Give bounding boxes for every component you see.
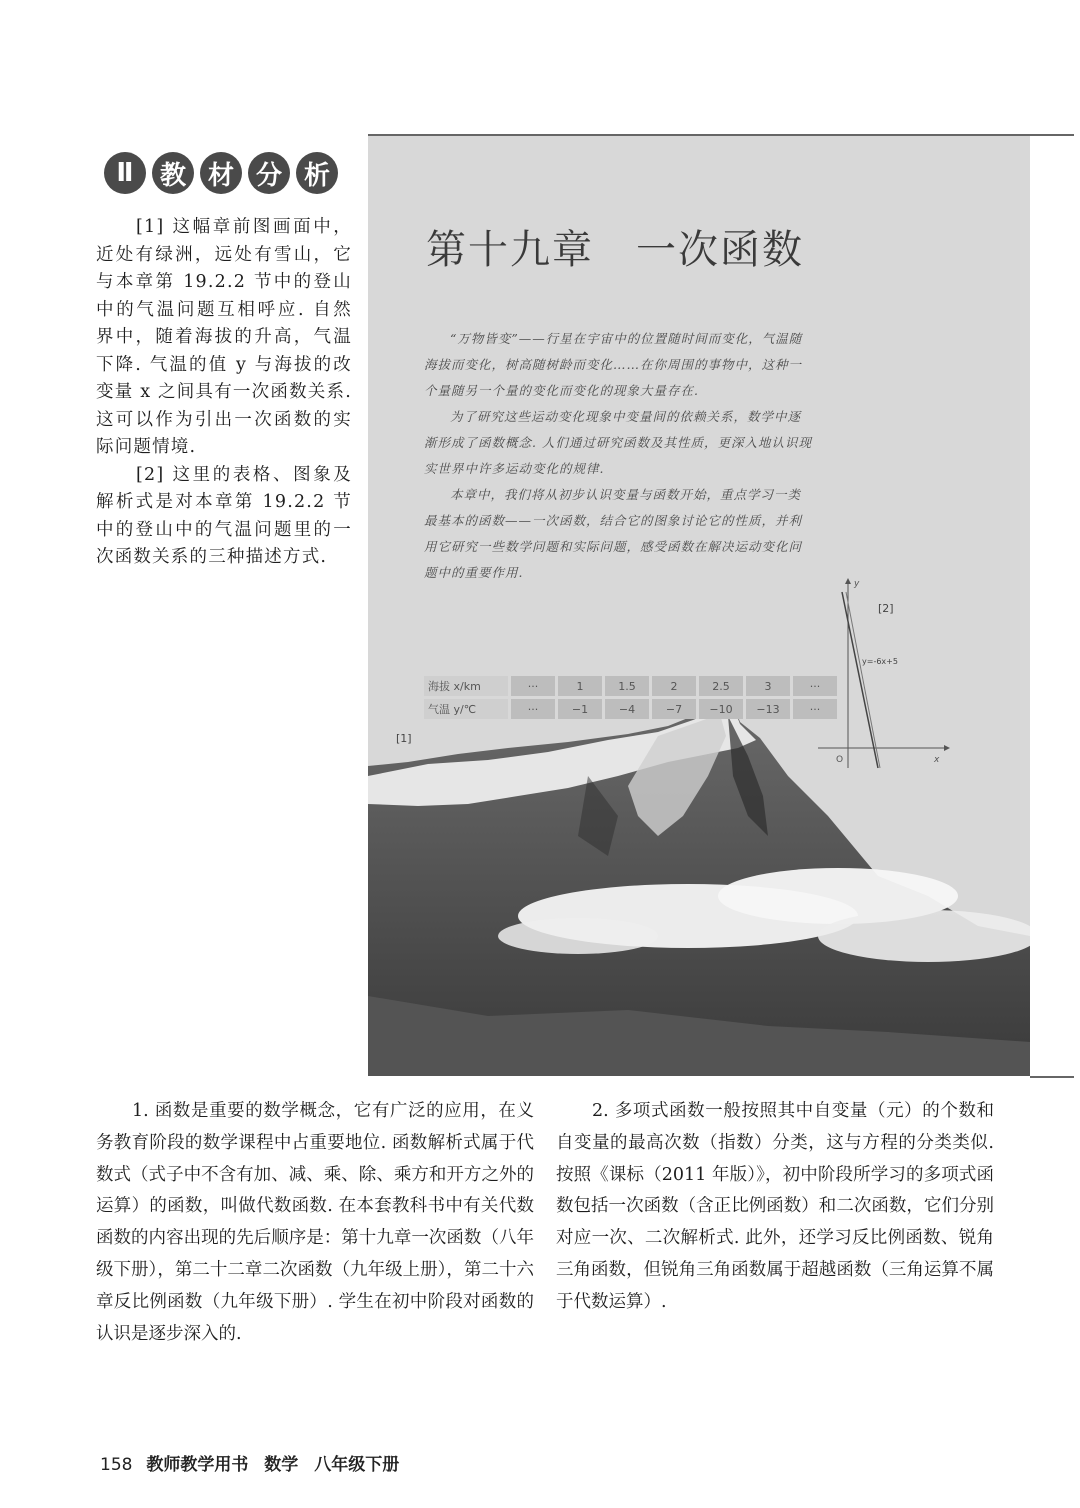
- chapter-title: 第十九章 一次函数: [426, 227, 804, 273]
- chapter-intro: [424, 326, 814, 586]
- cloud: [498, 918, 658, 954]
- origin-label: O: [836, 755, 844, 765]
- function-line-shadow: [846, 592, 880, 768]
- y-axis-label: y: [854, 579, 860, 589]
- table-cell: −4: [604, 698, 651, 720]
- formula-label: y=-6x+5: [862, 657, 898, 666]
- section-heading: [104, 152, 338, 194]
- table-cell: 1.5: [604, 676, 651, 698]
- heading-glyph: 分: [248, 152, 290, 194]
- book-title: 教师教学用书: [146, 1455, 249, 1475]
- marker-1: [1]: [396, 732, 412, 745]
- function-line: [842, 592, 878, 768]
- altitude-temperature-table: [424, 676, 837, 719]
- table-row: [424, 698, 837, 720]
- x-axis-label: x: [934, 755, 940, 765]
- body-column-right: [556, 1096, 994, 1319]
- x-axis-arrow: [944, 745, 950, 751]
- table-cell: 3: [745, 676, 792, 698]
- intro-paragraph: 本章中，我们将从初步认识变量与函数开始，重点学习一类最基本的函数——一次函数，结合它的图象讨论它的性质，并利用它研究一些数学问题和实际问题，感受函数在解决运动变化问题中的重要作用.: [424, 487, 803, 580]
- page-footer: [100, 1450, 399, 1475]
- table-cell: ···: [510, 676, 557, 698]
- table-cell: ···: [792, 698, 838, 720]
- grade: 八年级下册: [314, 1455, 400, 1475]
- body-paragraph-2: 2. 多项式函数一般按照其中自变量（元）的个数和自变量的最高次数（指数）分类，这与方程的分类类似. 按照《课标（2011 年版）》，初中阶段所学习的多项式函数包括一次函数（含正比例函数）和二次函数，它们分别对应一次、二次解析式. 此外，还学习反比例函数、锐角三角函数，但锐角三角函数属于超越函数（三角运算不属于代数运算）.: [556, 1101, 994, 1312]
- table-cell: −13: [745, 698, 792, 720]
- table-cell: 1: [557, 676, 604, 698]
- function-graph: [808, 572, 958, 772]
- subject: 数学: [264, 1455, 299, 1475]
- marker-2: [2]: [878, 602, 894, 615]
- cloud: [818, 910, 1030, 962]
- table-cell: 2: [651, 676, 698, 698]
- body-paragraph-1: 1. 函数是重要的数学概念，它有广泛的应用，在义务教育阶段的数学课程中占重要地位. 函数解析式属于代数式（式子中不含有加、减、乘、除、乘方和开方之外的运算）的函数，叫做代数函数. 在本套教科书中有关代数函数的内容出现的先后顺序是：第十九章一次函数（八年级下册），第二十二章二次函数（九年级上册），第二十六章反比例函数（九年级下册）. 学生在初中阶段对函数的认识是逐步深入的.: [96, 1101, 534, 1344]
- page-number: 158: [100, 1455, 133, 1475]
- heading-glyph: 材: [200, 152, 242, 194]
- margin-notes: [96, 214, 352, 572]
- chapter-opener-panel: [368, 136, 1030, 1076]
- table-cell: ···: [510, 698, 557, 720]
- frame-bottom-line: [1030, 1076, 1074, 1078]
- note-1: [1] 这幅章前图画面中，近处有绿洲，远处有雪山，它与本章第 19.2.2 节中的登山中的气温问题互相呼应. 自然界中，随着海拔的升高，气温下降. 气温的值 y 与海拔的改变量 x 之间具有一次函数关系. 这可以作为引出一次函数的实际问题情境.: [96, 217, 352, 457]
- table-cell: −7: [651, 698, 698, 720]
- intro-paragraph: “万物皆变”——行星在宇宙中的位置随时间而变化，气温随海拔而变化，树高随树龄而变化……在你周围的事物中，这种一个量随另一个量的变化而变化的现象大量存在.: [424, 331, 803, 398]
- body-column-left: [96, 1096, 534, 1350]
- note-2: [2] 这里的表格、图象及解析式是对本章第 19.2.2 节中的登山中的气温问题里的一次函数关系的三种描述方式.: [96, 464, 352, 567]
- row-header: 海拔 x/km: [424, 676, 510, 698]
- y-axis-arrow: [845, 578, 851, 584]
- intro-paragraph: 为了研究这些运动变化现象中变量间的依赖关系，数学中逐渐形成了函数概念. 人们通过研究函数及其性质，更深入地认识现实世界中许多运动变化的规律.: [424, 409, 812, 476]
- heading-glyph: 教: [152, 152, 194, 194]
- table-cell: −10: [698, 698, 745, 720]
- table-cell: −1: [557, 698, 604, 720]
- table-cell: 2.5: [698, 676, 745, 698]
- table-cell: ···: [792, 676, 838, 698]
- heading-glyph: 析: [296, 152, 338, 194]
- heading-glyph-numeral: Ⅱ: [104, 152, 146, 194]
- table-row: [424, 676, 837, 698]
- row-header: 气温 y/℃: [424, 698, 510, 720]
